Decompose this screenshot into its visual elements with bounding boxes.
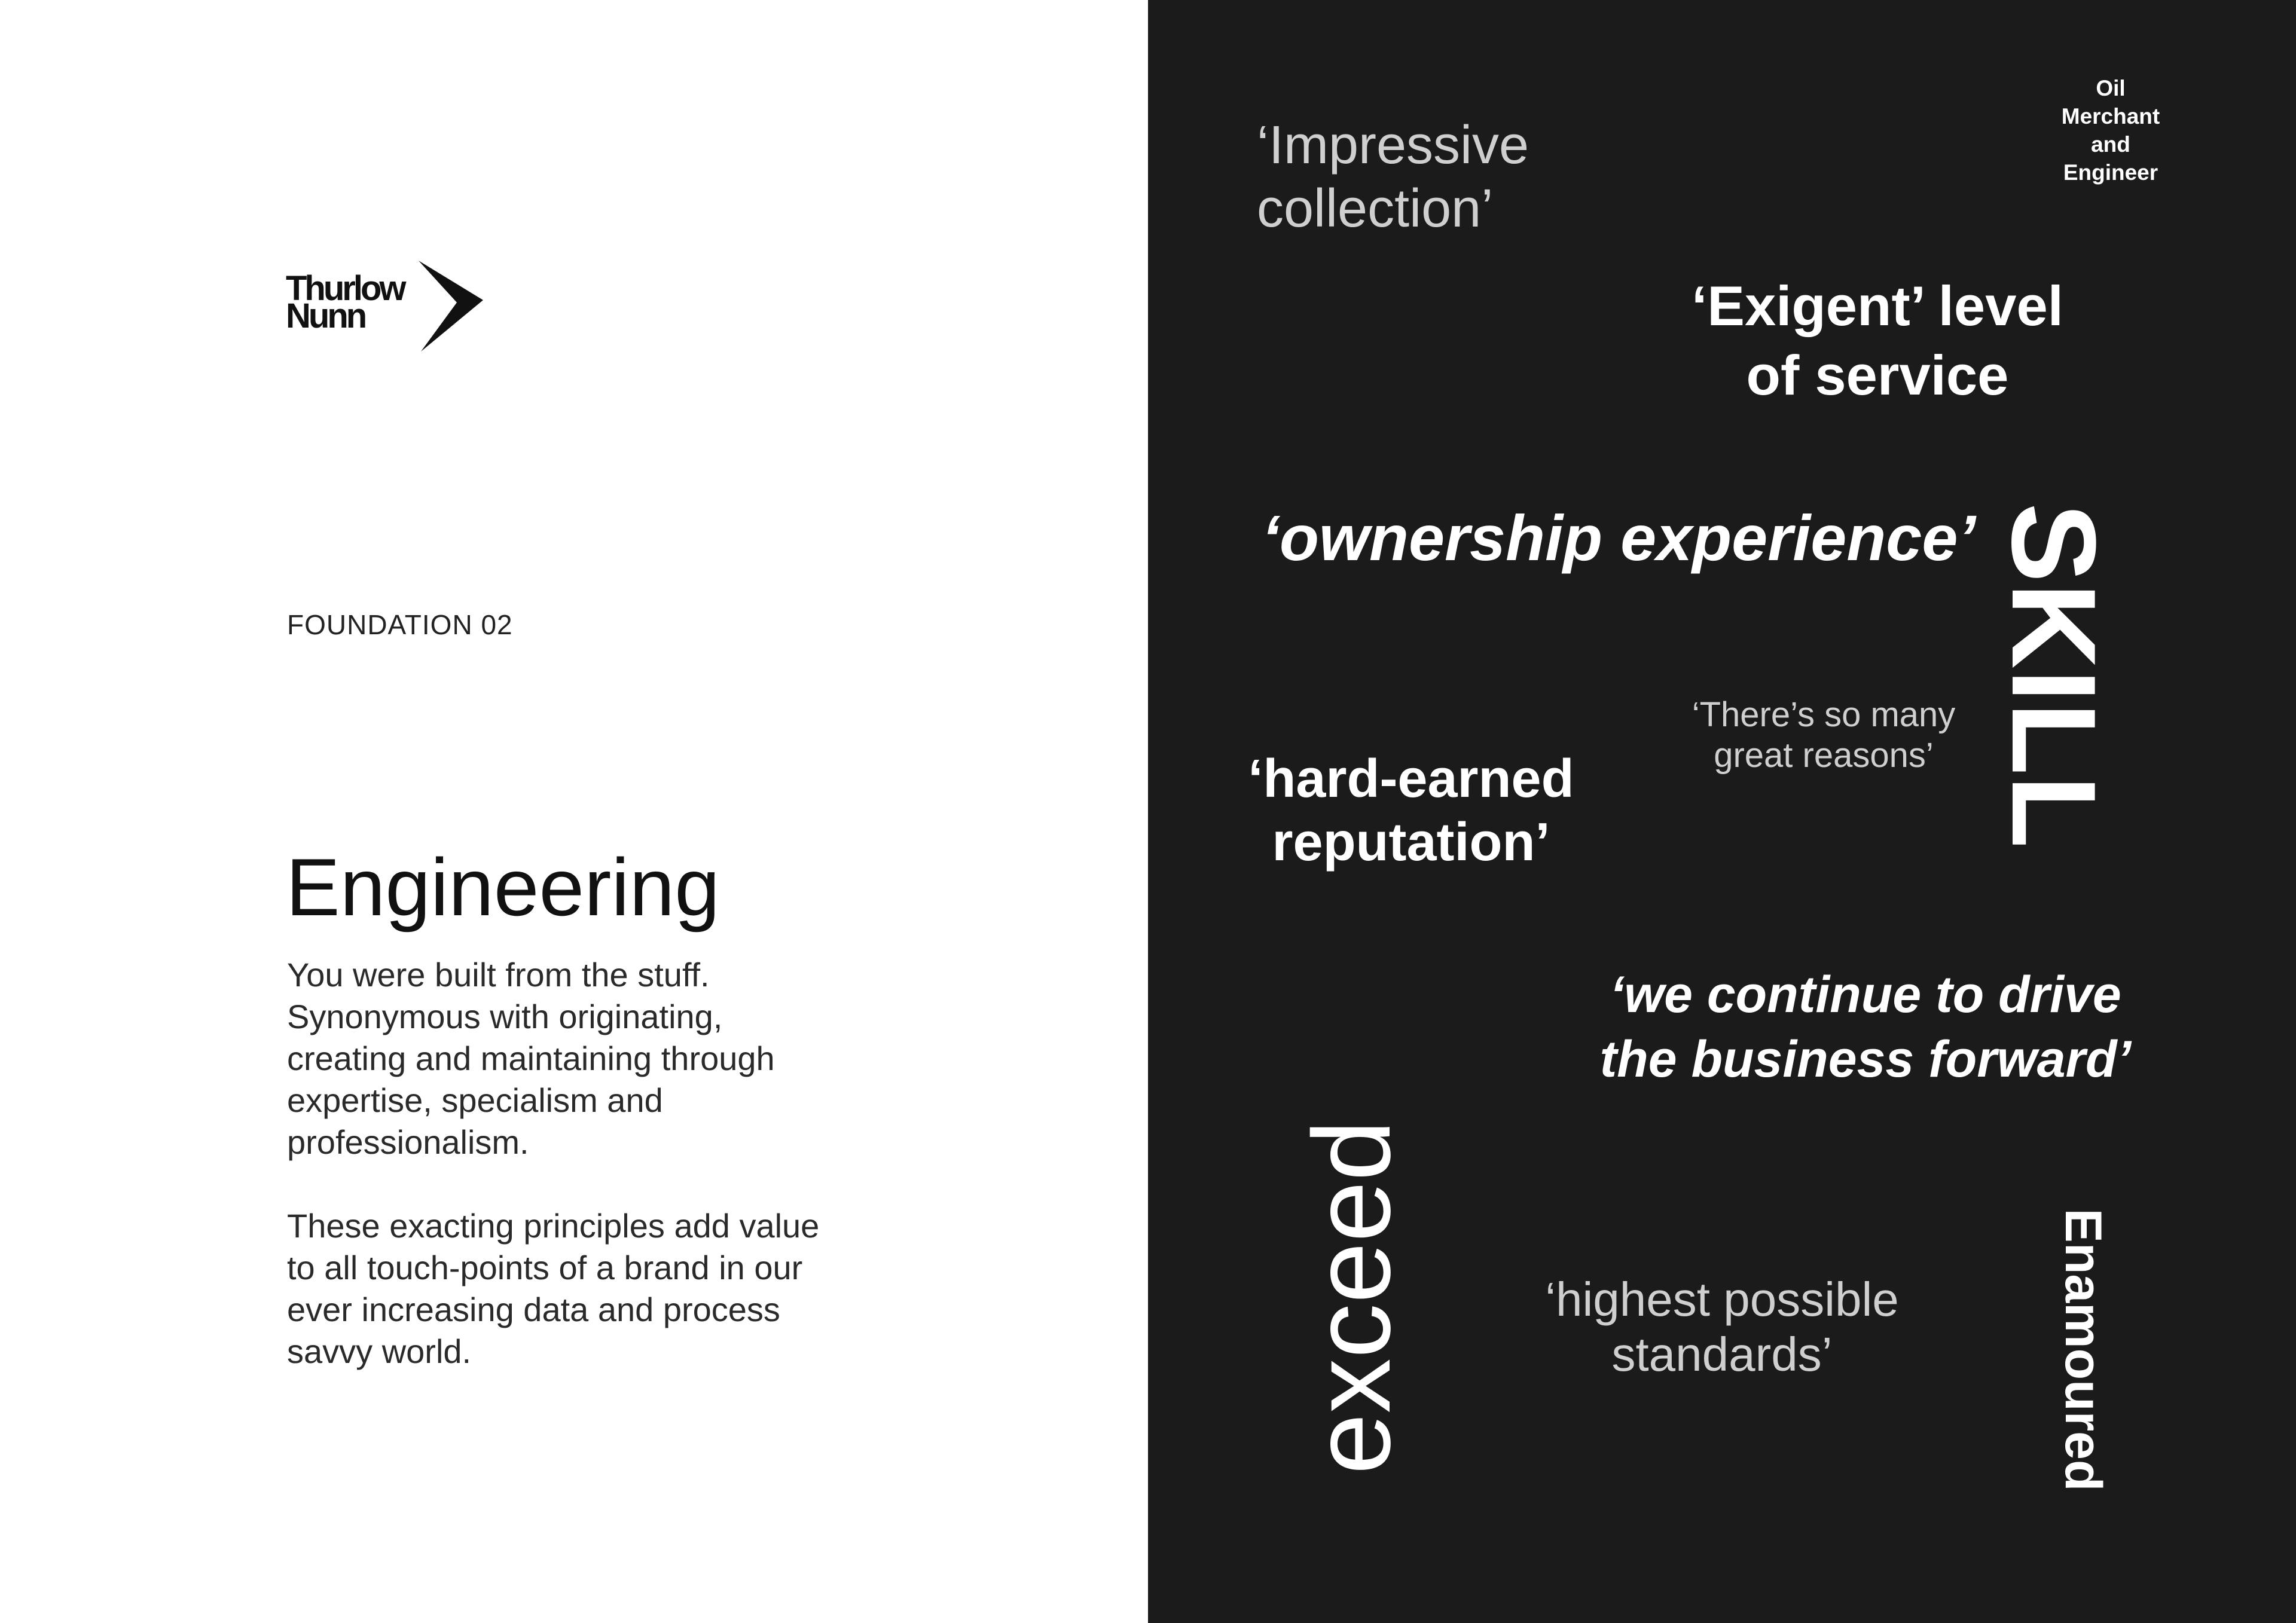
page-title: Engineering — [286, 842, 720, 933]
arrow-chevron-icon — [419, 261, 483, 352]
body-paragraph-2: These exacting principles add value to all touch-points of a brand in our ever increasing data and process savvy world. — [287, 1207, 820, 1370]
quote-impressive-collection: ‘Impressive collection’ — [1257, 115, 1529, 239]
body-copy — [287, 954, 885, 1414]
quote-highest-standards: ‘highest possible standards’ — [1545, 1273, 1899, 1381]
word-enamoured: Enamoured — [2054, 1208, 2112, 1491]
quote-ownership-experience: ‘ownership experience’ — [1262, 502, 1976, 574]
thurlow-nunn-logo — [286, 261, 489, 356]
logo-wordmark — [286, 269, 404, 335]
foundation-label: FOUNDATION 02 — [287, 609, 513, 640]
logo-line-1: Thurlow — [286, 269, 404, 308]
quote-drive-business-forward: ‘we continue to drive the business forward’ — [1599, 966, 2132, 1088]
oil-merchant-engineer: Oil Merchant and Engineer — [2061, 76, 2160, 185]
word-skill: SKILL — [1987, 503, 2120, 848]
quote-exigent-service: ‘Exigent’ level of service — [1692, 274, 2063, 406]
word-exceed: exceed — [1290, 1120, 1413, 1475]
quote-hard-earned-reputation: ‘hard-earned reputation’ — [1248, 749, 1574, 872]
word-cloud-panel — [1148, 0, 2296, 1623]
logo-line-2: Nunn — [286, 297, 365, 335]
body-paragraph-1: You were built from the stuff. Synonymous with originating, creating and maintaining through expertise, specialism and professionalism. — [287, 956, 775, 1161]
quote-great-reasons: ‘There’s so many great reasons’ — [1692, 695, 1956, 775]
